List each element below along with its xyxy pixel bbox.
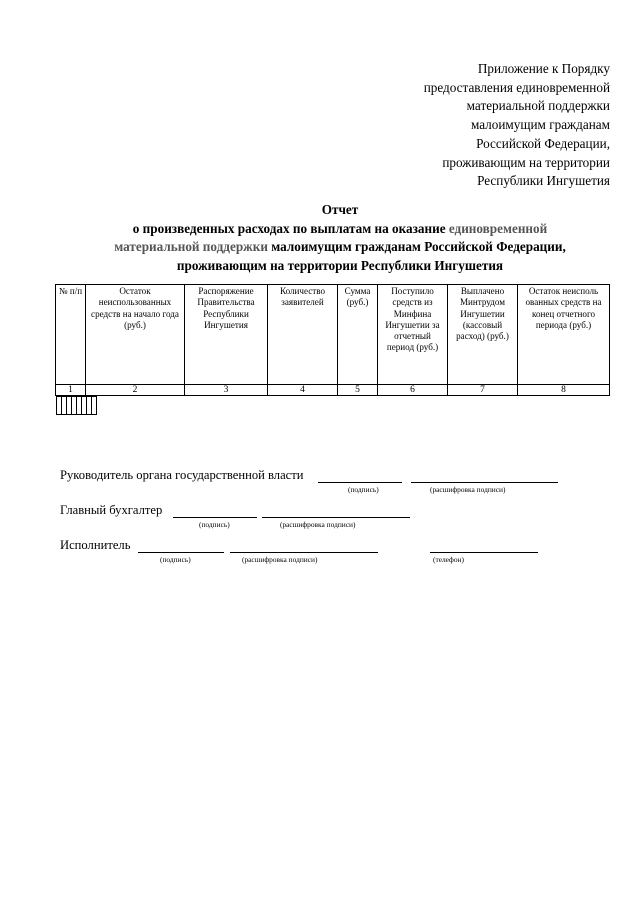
column-number: 8: [518, 385, 610, 396]
column-number: 7: [448, 385, 518, 396]
annex-line: материальной поддержки: [466, 98, 610, 114]
annex-line: Российской Федерации,: [476, 135, 610, 151]
table-header-cell: Распоряжение Правительства Республики Ингушетия: [185, 285, 268, 385]
table-row: [56, 396, 97, 397]
report-title-part: малоимущим гражданам Российской Федерации,: [271, 239, 566, 254]
report-title: [40, 201, 640, 275]
report-title-line2: [40, 220, 640, 239]
table-header-cell: Поступило средств из Минфина Ингушетии за отчетный период (руб.): [378, 285, 448, 385]
annex-block: [350, 60, 610, 191]
column-number: 5: [338, 385, 378, 396]
report-title-line1: Отчет: [321, 202, 359, 217]
table-header-cell: Остаток неиспользованных средств на начало года (руб.): [86, 285, 185, 385]
table-header-cell: № п/п: [56, 285, 86, 385]
table-header-cell: Количество заявителей: [268, 285, 338, 385]
head-name-caption: (расшифровка подписи): [430, 485, 506, 494]
accountant-name-line: [262, 517, 410, 518]
table-cell: [91, 397, 96, 415]
accountant-signature-line: [173, 517, 257, 518]
accountant-label: Главный бухгалтер: [60, 503, 163, 517]
executor-name-line: [230, 552, 378, 553]
column-number: 4: [268, 385, 338, 396]
report-title-part-light: единовременной: [448, 220, 548, 236]
table-header-cell: Выплачено Минтрудом Ингушетии (кассовый расход) (руб.): [448, 285, 518, 385]
table-header-row: [56, 285, 610, 385]
table-header-cell: Остаток неисполь ованных средств на конец отчетного периода (руб.): [518, 285, 610, 385]
executor-signature-caption: (подпись): [160, 555, 191, 564]
executor-name-caption: (расшифровка подписи): [242, 555, 318, 564]
annex-line: проживающим на территории: [442, 154, 610, 170]
annex-line: Приложение к Порядку: [477, 61, 610, 76]
annex-line: малоимущим гражданам: [470, 117, 610, 133]
annex-line: предоставления единовременной: [423, 79, 610, 95]
executor-phone-line: [430, 552, 538, 553]
report-title-line4: проживающим на территории Республики Ингушетия: [176, 257, 504, 273]
column-number: 3: [185, 385, 268, 396]
accountant-name-caption: (расшифровка подписи): [280, 520, 356, 529]
head-signature-caption: (подпись): [348, 485, 379, 494]
head-signature-line: [318, 482, 402, 483]
head-name-line: [411, 482, 558, 483]
executor-label: Исполнитель: [60, 538, 131, 552]
column-number: 2: [86, 385, 185, 396]
executor-signature-line: [138, 552, 224, 553]
report-title-part-light: материальной поддержки: [114, 239, 272, 254]
report-title-line3: [40, 238, 640, 257]
table-header-cell: Сумма (руб.): [338, 285, 378, 385]
executor-phone-caption: (телефон): [433, 555, 464, 564]
report-title-part: о произведенных расходах по выплатам на оказание: [132, 220, 449, 236]
annex-line: Республики Ингушетия: [477, 173, 610, 189]
table-number-row: [56, 385, 610, 396]
accountant-signature-caption: (подпись): [199, 520, 230, 529]
report-table: [55, 284, 610, 396]
column-number: 1: [56, 385, 86, 396]
column-number: 6: [378, 385, 448, 396]
head-label: Руководитель органа государственной власти: [60, 468, 304, 482]
